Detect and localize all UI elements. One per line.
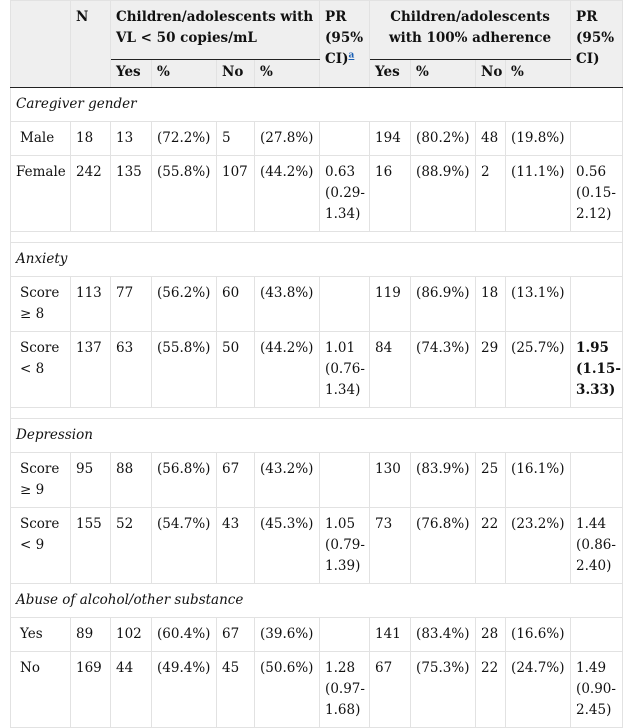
cell-pct-yes-adh: (88.9%) — [411, 156, 476, 232]
cell-pct-yes-adh: (74.3%) — [411, 332, 476, 408]
cell-yes-adh: 130 — [370, 453, 411, 508]
cell-pct-no-adh: (16.6%) — [506, 618, 571, 652]
cell-no-adh: 22 — [476, 508, 506, 584]
cell-pr-adh: 1.44 (0.86-2.40) — [571, 508, 623, 584]
cell-no-adh: 2 — [476, 156, 506, 232]
cell-pct-yes-adh: (86.9%) — [411, 277, 476, 332]
cell-pct-yes-vl: (55.8%) — [152, 156, 217, 232]
cell-yes-vl: 13 — [111, 122, 152, 156]
cell-no-vl: 60 — [217, 277, 255, 332]
cell-n: 242 — [71, 156, 111, 232]
cell-n: 155 — [71, 508, 111, 584]
subheader-pct-no-vl: % — [255, 60, 320, 88]
table-row — [11, 508, 623, 584]
cell-no-adh: 28 — [476, 618, 506, 652]
cell-yes-vl: 63 — [111, 332, 152, 408]
row-label: No — [11, 652, 71, 728]
cell-no-vl: 5 — [217, 122, 255, 156]
section-spacer — [11, 232, 623, 243]
cell-no-vl: 50 — [217, 332, 255, 408]
cell-no-vl: 45 — [217, 652, 255, 728]
row-label: Yes — [11, 618, 71, 652]
cell-pct-no-vl: (45.3%) — [255, 508, 320, 584]
header-pr-vl-text: PR (95% CI) — [325, 9, 364, 67]
subheader-no-adh: No — [476, 60, 506, 88]
cell-no-vl: 67 — [217, 618, 255, 652]
subheader-pct-yes-adh: % — [411, 60, 476, 88]
section-row-substance-abuse — [11, 584, 623, 618]
cell-n: 169 — [71, 652, 111, 728]
cell-pr-vl: 1.01 (0.76-1.34) — [320, 332, 370, 408]
subheader-no-vl: No — [217, 60, 255, 88]
cell-pct-no-vl: (44.2%) — [255, 332, 320, 408]
cell-pct-no-vl: (43.8%) — [255, 277, 320, 332]
cell-no-adh: 22 — [476, 652, 506, 728]
cell-yes-vl: 88 — [111, 453, 152, 508]
cell-no-adh: 48 — [476, 122, 506, 156]
table-row — [11, 618, 623, 652]
cell-pct-no-adh: (25.7%) — [506, 332, 571, 408]
cell-yes-vl: 44 — [111, 652, 152, 728]
cell-no-adh: 25 — [476, 453, 506, 508]
cell-pct-yes-vl: (56.8%) — [152, 453, 217, 508]
cell-pr-adh — [571, 618, 623, 652]
cell-pct-yes-adh: (83.4%) — [411, 618, 476, 652]
results-table — [10, 0, 623, 728]
cell-pct-no-vl: (43.2%) — [255, 453, 320, 508]
section-row-depression — [11, 419, 623, 453]
cell-pr-adh — [571, 122, 623, 156]
section-title: Abuse of alcohol/other substance — [11, 584, 623, 618]
cell-pct-no-adh: (11.1%) — [506, 156, 571, 232]
cell-n: 89 — [71, 618, 111, 652]
subheader-yes-vl: Yes — [111, 60, 152, 88]
cell-pr-adh: 1.95 (1.15-3.33) — [571, 332, 623, 408]
cell-no-adh: 29 — [476, 332, 506, 408]
header-pr-vl — [320, 1, 370, 88]
cell-n: 113 — [71, 277, 111, 332]
cell-n: 18 — [71, 122, 111, 156]
cell-pct-no-adh: (23.2%) — [506, 508, 571, 584]
table-row — [11, 156, 623, 232]
cell-pct-no-adh: (16.1%) — [506, 453, 571, 508]
cell-yes-adh: 16 — [370, 156, 411, 232]
row-label: Female — [11, 156, 71, 232]
cell-no-vl: 43 — [217, 508, 255, 584]
cell-pr-adh: 1.49 (0.90-2.45) — [571, 652, 623, 728]
cell-pct-no-vl: (39.6%) — [255, 618, 320, 652]
cell-no-adh: 18 — [476, 277, 506, 332]
cell-yes-adh: 194 — [370, 122, 411, 156]
cell-pr-adh — [571, 277, 623, 332]
section-spacer — [11, 408, 623, 419]
subheader-yes-adh: Yes — [370, 60, 411, 88]
cell-pct-yes-adh: (75.3%) — [411, 652, 476, 728]
cell-pct-yes-vl: (60.4%) — [152, 618, 217, 652]
cell-pct-yes-vl: (54.7%) — [152, 508, 217, 584]
table-row — [11, 122, 623, 156]
section-title: Anxiety — [11, 243, 623, 277]
cell-pct-no-vl: (44.2%) — [255, 156, 320, 232]
cell-yes-adh: 67 — [370, 652, 411, 728]
table-row — [11, 453, 623, 508]
header-pr-adherence: PR (95% CI) — [571, 1, 623, 88]
row-label: Male — [11, 122, 71, 156]
cell-no-vl: 107 — [217, 156, 255, 232]
cell-n: 137 — [71, 332, 111, 408]
cell-yes-adh: 119 — [370, 277, 411, 332]
subheader-pct-no-adh: % — [506, 60, 571, 88]
cell-pct-yes-vl: (72.2%) — [152, 122, 217, 156]
cell-pr-vl: 1.05 (0.79-1.39) — [320, 508, 370, 584]
section-row-caregiver-gender — [11, 88, 623, 122]
cell-no-vl: 67 — [217, 453, 255, 508]
cell-yes-adh: 141 — [370, 618, 411, 652]
cell-pct-no-vl: (50.6%) — [255, 652, 320, 728]
cell-pct-yes-adh: (76.8%) — [411, 508, 476, 584]
cell-pct-yes-adh: (80.2%) — [411, 122, 476, 156]
cell-pct-no-adh: (19.8%) — [506, 122, 571, 156]
cell-pct-yes-vl: (49.4%) — [152, 652, 217, 728]
cell-yes-vl: 135 — [111, 156, 152, 232]
header-n: N — [71, 1, 111, 88]
section-title: Caregiver gender — [11, 88, 623, 122]
section-title: Depression — [11, 419, 623, 453]
cell-pct-yes-vl: (55.8%) — [152, 332, 217, 408]
cell-pct-yes-vl: (56.2%) — [152, 277, 217, 332]
header-group-adherence: Children/adolescents with 100% adherence — [370, 1, 571, 60]
row-label: Score ≥ 8 — [11, 277, 71, 332]
table-row — [11, 277, 623, 332]
section-row-anxiety — [11, 243, 623, 277]
cell-yes-adh: 73 — [370, 508, 411, 584]
row-label: Score < 8 — [11, 332, 71, 408]
cell-pct-no-vl: (27.8%) — [255, 122, 320, 156]
cell-n: 95 — [71, 453, 111, 508]
cell-pr-vl: 0.63 (0.29-1.34) — [320, 156, 370, 232]
row-label: Score < 9 — [11, 508, 71, 584]
cell-pr-vl — [320, 277, 370, 332]
footnote-a-link[interactable]: a — [348, 50, 355, 61]
row-label: Score ≥ 9 — [11, 453, 71, 508]
table-row — [11, 652, 623, 728]
cell-pct-no-adh: (13.1%) — [506, 277, 571, 332]
cell-pr-vl — [320, 122, 370, 156]
subheader-pct-yes-vl: % — [152, 60, 217, 88]
cell-pct-yes-adh: (83.9%) — [411, 453, 476, 508]
cell-pr-vl — [320, 453, 370, 508]
spacer-cell — [11, 232, 623, 243]
cell-yes-vl: 77 — [111, 277, 152, 332]
cell-pr-vl: 1.28 (0.97-1.68) — [320, 652, 370, 728]
cell-pr-adh — [571, 453, 623, 508]
cell-yes-vl: 102 — [111, 618, 152, 652]
header-group-viral-load: Children/adolescents with VL < 50 copies/mL — [111, 1, 320, 60]
cell-pct-no-adh: (24.7%) — [506, 652, 571, 728]
corner-header — [11, 1, 71, 88]
cell-pr-adh: 0.56 (0.15-2.12) — [571, 156, 623, 232]
cell-yes-vl: 52 — [111, 508, 152, 584]
spacer-cell — [11, 408, 623, 419]
table-row — [11, 332, 623, 408]
cell-yes-adh: 84 — [370, 332, 411, 408]
cell-pr-vl — [320, 618, 370, 652]
